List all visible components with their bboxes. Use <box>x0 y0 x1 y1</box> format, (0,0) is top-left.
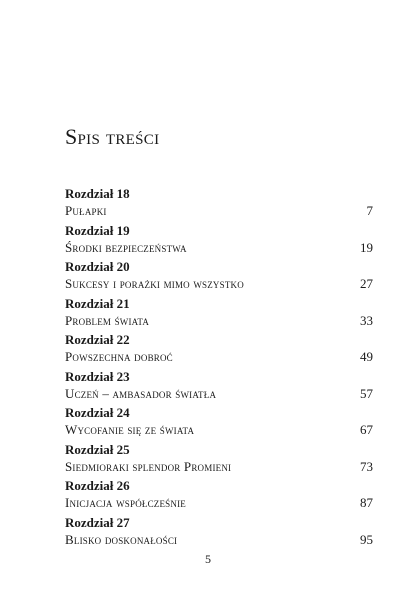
chapter-label: Rozdział 27 <box>65 514 130 530</box>
toc-entry <box>65 223 373 260</box>
chapter-title: Problem świata <box>65 312 150 328</box>
toc-entry <box>65 405 373 442</box>
toc-entry <box>65 515 373 552</box>
chapter-label: Rozdział 25 <box>65 441 130 457</box>
toc-entry <box>65 478 373 515</box>
chapter-page-number: 49 <box>360 349 373 364</box>
chapter-page-number: 19 <box>360 239 373 255</box>
chapter-label: Rozdział 26 <box>65 478 130 493</box>
page-number: 5 <box>205 552 211 566</box>
chapter-title: Uczeń – ambasador światła <box>65 385 217 401</box>
chapter-row <box>65 532 373 548</box>
chapter-row <box>65 422 373 438</box>
chapter-label: Rozdział 19 <box>65 222 130 238</box>
chapter-row <box>65 240 373 256</box>
toc-entry <box>65 332 373 369</box>
chapter-label: Rozdział 23 <box>65 368 130 384</box>
chapter-label: Rozdział 21 <box>65 295 130 311</box>
toc-entry <box>65 296 373 333</box>
chapter-label: Rozdział 18 <box>65 186 130 201</box>
chapter-page-number: 33 <box>360 312 373 328</box>
chapter-title: Pułapki <box>65 203 107 218</box>
toc-entry <box>65 442 373 479</box>
chapter-row <box>65 203 373 219</box>
chapter-label: Rozdział 24 <box>65 405 130 420</box>
chapter-page-number: 67 <box>360 422 373 437</box>
toc-entry <box>65 259 373 296</box>
toc-entry <box>65 186 373 223</box>
chapter-title: Blisko doskonałości <box>65 531 178 547</box>
chapter-label: Rozdział 22 <box>65 332 130 347</box>
chapter-page-number: 87 <box>360 495 373 510</box>
chapter-page-number: 27 <box>360 276 373 291</box>
chapter-label: Rozdział 20 <box>65 259 130 274</box>
chapter-row <box>65 276 373 292</box>
toc-entry <box>65 369 373 406</box>
page-title: Spis treści <box>65 124 160 149</box>
chapter-title: Powszechna dobroć <box>65 349 173 364</box>
chapter-title: Środki bezpieczeństwa <box>65 239 187 255</box>
chapter-page-number: 95 <box>360 531 373 547</box>
table-of-contents <box>65 186 373 551</box>
chapter-row <box>65 495 373 511</box>
chapter-page-number: 57 <box>360 385 373 401</box>
chapter-row <box>65 349 373 365</box>
chapter-page-number: 73 <box>360 458 373 474</box>
chapter-title: Sukcesy i porażki mimo wszystko <box>65 276 244 291</box>
chapter-row <box>65 459 373 475</box>
chapter-row <box>65 313 373 329</box>
chapter-title: Inicjacja współcześnie <box>65 495 186 510</box>
chapter-title: Wycofanie się ze świata <box>65 422 195 437</box>
chapter-page-number: 7 <box>366 203 373 218</box>
chapter-row <box>65 386 373 402</box>
chapter-title: Siedmioraki splendor Promieni <box>65 458 232 474</box>
